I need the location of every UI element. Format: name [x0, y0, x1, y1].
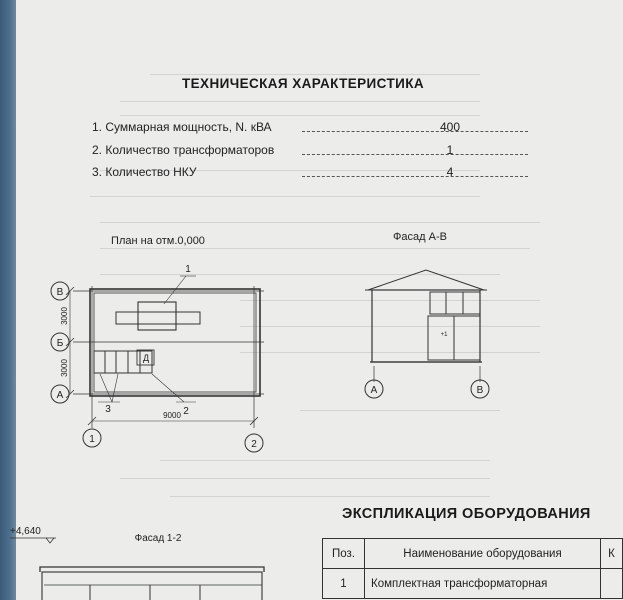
spec-value: 400 — [439, 120, 461, 134]
column-header-qty: К — [601, 539, 623, 569]
axis-label: В — [56, 287, 64, 298]
equipment-title: ЭКСПЛИКАЦИЯ ОБОРУДОВАНИЯ — [342, 506, 591, 522]
dimension-label: 3000 — [60, 307, 69, 325]
cell-pos: 1 — [323, 569, 365, 599]
callout: 1 — [185, 264, 191, 275]
facade-a-b — [365, 231, 489, 398]
axis-label: 1 — [89, 434, 95, 445]
cell-name: Комплектная трансформаторная — [365, 569, 601, 599]
facade-ab-title: Фасад А-В — [393, 231, 447, 243]
vent-grille — [430, 292, 480, 314]
axis-label: 2 — [251, 439, 257, 450]
room-tag-label: Д — [142, 353, 150, 363]
axis-label: Б — [56, 338, 64, 349]
plan-title: План на отм.0,000 — [111, 235, 205, 247]
roof — [368, 270, 484, 290]
table-row — [323, 569, 623, 599]
spec-value: 4 — [446, 165, 454, 179]
cell-qty — [601, 569, 623, 599]
building-outline — [90, 289, 260, 396]
facade-12-title: Фасад 1-2 — [134, 533, 182, 544]
column-header-name: Наименование оборудования — [365, 539, 601, 569]
dimension-label: 3000 — [60, 359, 69, 377]
spec-label: 3. Количество НКУ — [92, 165, 197, 179]
dimension-label: 9000 — [163, 411, 181, 420]
axis-label: В — [476, 385, 484, 396]
axis-label: А — [370, 385, 378, 396]
elevation-mark: +4,640 — [10, 526, 41, 537]
floor-plan — [51, 235, 264, 452]
equipment-table — [322, 538, 623, 599]
spec-label: 1. Суммарная мощность, N. кВА — [92, 120, 272, 134]
callout: 2 — [183, 406, 189, 417]
door-label: +1 — [440, 332, 448, 338]
column-header-pos: Поз. — [323, 539, 365, 569]
axis-label: А — [56, 390, 64, 401]
table-header-row — [323, 539, 623, 569]
facade-1-2 — [10, 526, 264, 600]
facade-wall — [372, 290, 480, 362]
roof-edge — [40, 567, 264, 572]
facade-wall — [42, 572, 262, 600]
callout: 3 — [105, 404, 111, 415]
tech-spec-title: ТЕХНИЧЕСКАЯ ХАРАКТЕРИСТИКА — [182, 76, 424, 91]
spec-label: 2. Количество трансформаторов — [92, 143, 275, 157]
transformer-symbol — [116, 312, 200, 324]
spec-value: 1 — [446, 143, 454, 157]
